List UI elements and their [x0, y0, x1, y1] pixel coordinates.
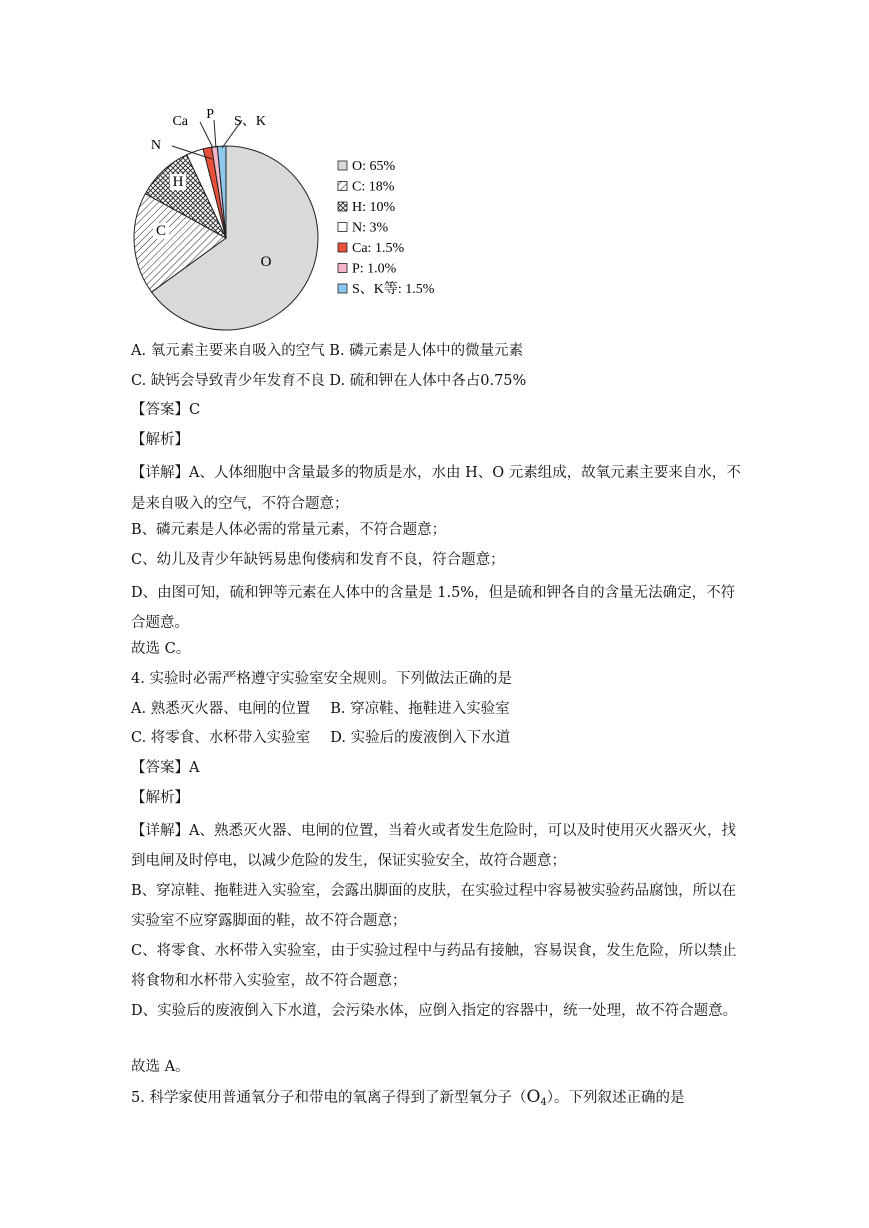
- pie-label-Ca: Ca: [172, 114, 188, 129]
- q5-formula-subscript: 4: [540, 1097, 547, 1108]
- q4-option-b: B. 穿凉鞋、拖鞋进入实验室: [330, 701, 510, 717]
- legend-swatch-P: [338, 264, 347, 273]
- legend-label-Ca: Ca: 1.5%: [352, 241, 405, 256]
- q3-analysis-heading: 【解析】: [131, 432, 189, 448]
- legend-label-H: H: 10%: [352, 200, 396, 215]
- legend-label-O: O: 65%: [352, 159, 396, 174]
- legend-swatch-C: [338, 182, 347, 191]
- q3-detail-b: B、磷元素是人体必需的常量元素，不符合题意；: [131, 522, 447, 538]
- legend-swatch-S、K: [338, 284, 347, 293]
- q5-stem-before: 5. 科学家使用普通氧分子和带电的氧离子得到了新型氧分子（: [131, 1090, 527, 1106]
- pie-label-N: N: [150, 138, 161, 153]
- pie-label-S、K: S、K: [234, 114, 266, 129]
- q3-answer: 【答案】C: [131, 402, 201, 418]
- q3-detail-d: D、由图可知，硫和钾等元素在人体中的含量是 1.5%，但是硫和钾各自的含量无法确定，不符合题意。: [131, 585, 736, 631]
- q4-detail-c: C、将零食、水杯带入实验室，由于实验过程中与药品有接触，容易误食，发生危险，所以禁止将食物和水杯带入实验室，故不符合题意；: [131, 943, 737, 989]
- q4-option-d: D. 实验后的废液倒入下水道: [330, 730, 511, 746]
- legend-swatch-H: [338, 202, 347, 211]
- legend-label-N: N: 3%: [352, 220, 389, 236]
- pie-label-H: H: [172, 174, 184, 190]
- q5-stem-after: ）。下列叙述正确的是: [546, 1090, 685, 1106]
- legend-swatch-O: [338, 161, 347, 170]
- legend-swatch-Ca: [338, 243, 347, 252]
- q4-analysis-heading: 【解析】: [131, 790, 189, 806]
- q4-answer: 【答案】A: [131, 760, 200, 776]
- q3-options-line-2: C. 缺钙会导致青少年发育不良 D. 硫和钾在人体中各占0.75%: [131, 373, 527, 389]
- q4-option-c: C. 将零食、水杯带入实验室: [131, 730, 311, 746]
- q5-stem: [131, 1087, 685, 1113]
- q4-options-line-1: [131, 699, 510, 719]
- q4-detail-a: 【详解】A、熟悉灭火器、电闸的位置，当着火或者发生危险时，可以及时使用灭火器灭火，找到电闸及时停电，以减少危险的发生，保证实验安全，故符合题意；: [131, 823, 736, 869]
- pie-label-P: P: [206, 107, 214, 122]
- q4-detail-d: D、实验后的废液倒入下水道，会污染水体，应倒入指定的容器中，统一处理，故不符合题意。: [131, 1003, 738, 1019]
- q4-choice: 故选 A。: [131, 1059, 190, 1075]
- pie-label-C: C: [155, 223, 167, 239]
- legend-label-C: C: 18%: [352, 179, 395, 195]
- q3-options-line-1: A. 氧元素主要来自吸入的空气 B. 磷元素是人体中的微量元素: [131, 343, 524, 359]
- q4-stem: 4. 实验时必需严格遵守实验室安全规则。下列做法正确的是: [131, 671, 512, 687]
- pie-label-O: O: [260, 254, 272, 270]
- leader-line-Ca: [200, 122, 213, 148]
- q4-detail-b: B、穿凉鞋、拖鞋进入实验室，会露出脚面的皮肤，在实验过程中容易被实验药品腐蚀，所以在实验室不应穿露脚面的鞋，故不符合题意；: [131, 883, 737, 929]
- q3-choice: 故选 C。: [131, 641, 191, 657]
- legend-label-P: P: 1.0%: [352, 261, 397, 277]
- legend-label-S、K: S、K等: 1.5%: [352, 282, 435, 297]
- q3-detail-c: C、幼儿及青少年缺钙易患佝偻病和发育不良，符合题意；: [131, 552, 505, 568]
- legend-swatch-N: [338, 223, 347, 232]
- q4-option-a: A. 熟悉灭火器、电闸的位置: [131, 701, 311, 717]
- q4-options-line-2: [131, 728, 510, 748]
- q5-formula: $O_4$: [526, 1087, 547, 1108]
- element-pie-chart: [128, 98, 468, 336]
- q3-detail-a: 【详解】A、人体细胞中含量最多的物质是水，水由 H、O 元素组成，故氧元素主要来自水，不是来自吸入的空气，不符合题意；: [131, 465, 741, 512]
- leader-line-P: [214, 120, 216, 148]
